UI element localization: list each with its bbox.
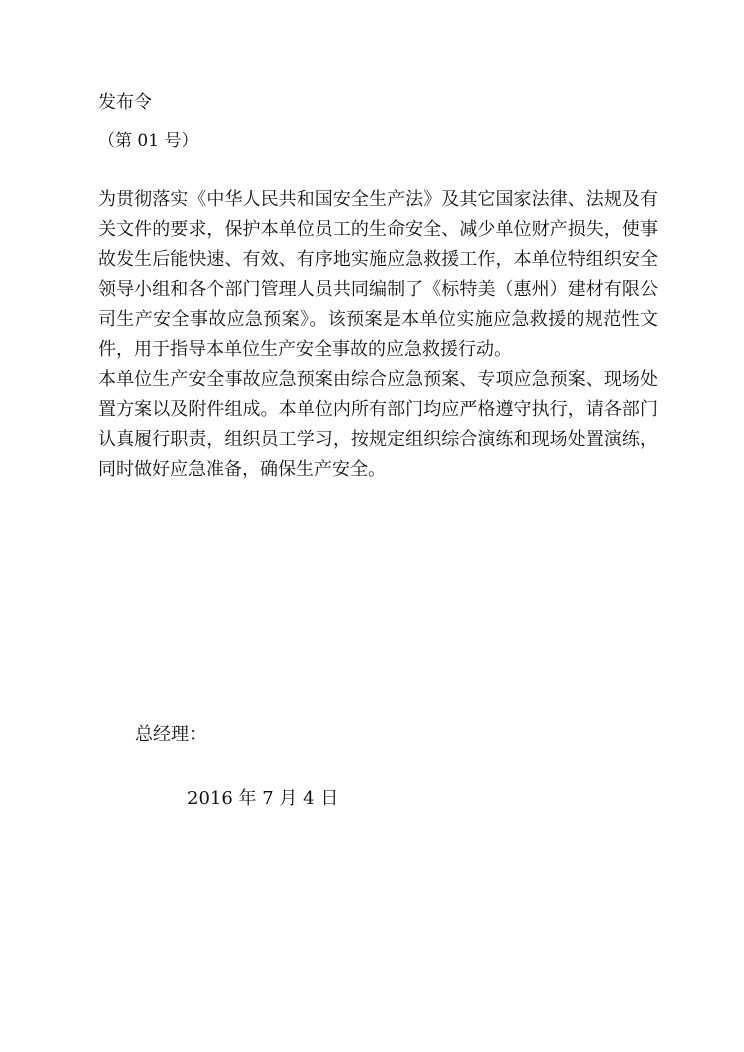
document-title: 发布令 <box>98 92 152 113</box>
body-paragraph-2: 本单位生产安全事故应急预案由综合应急预案、专项应急预案、现场处置方案以及附件组成。本单位内所有部门均应严格遵守执行，请各部门认真履行职责，组织员工学习，按规定组织综合演练和现场处置演练，同时做好应急准备，确保生产安全。 <box>98 369 658 480</box>
document-date: 2016 年 7 月 4 日 <box>187 788 339 809</box>
document-body <box>98 185 658 485</box>
signature-label: 总经理： <box>135 724 207 745</box>
document-number: （第 01 号） <box>98 131 199 151</box>
body-paragraph-1: 为贯彻落实《中华人民共和国安全生产法》及其它国家法律、法规及有关文件的要求，保护本单位员工的生命安全、减少单位财产损失，使事故发生后能快速、有效、有序地实施应急救援工作，本单位特组织安全领导小组和各个部门管理人员共同编制了《标特美（惠州）建材有限公司生产安全事故应急预案》。该预案是本单位实施应急救援的规范性文件，用于指导本单位生产安全事故的应急救援行动。 <box>98 189 658 360</box>
